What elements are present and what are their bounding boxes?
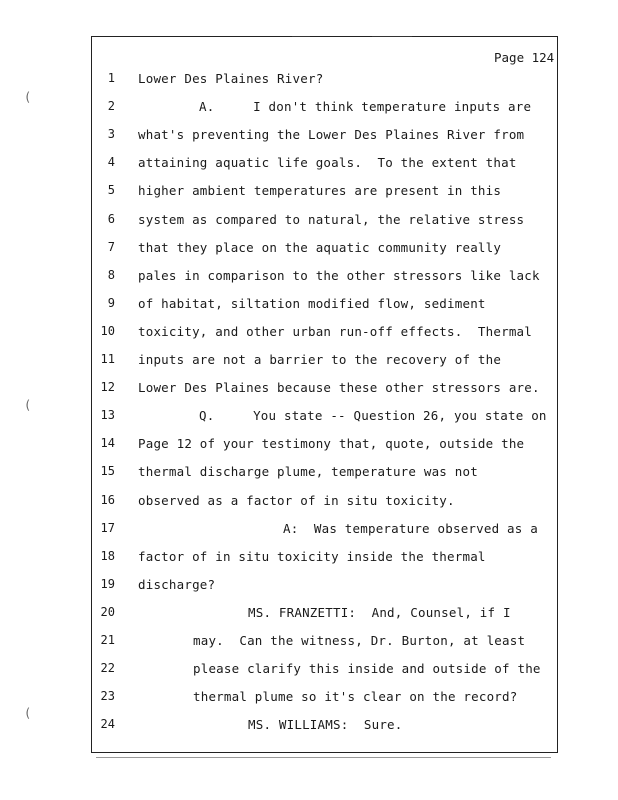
transcript-line: may. Can the witness, Dr. Burton, at least — [193, 633, 526, 648]
scan-mark-bottom — [96, 757, 551, 758]
transcript-line: A. I don't think temperature inputs are — [199, 99, 532, 115]
transcript-line: toxicity, and other urban run-off effects. Thermal — [138, 323, 533, 339]
transcript-line: inputs are not a barrier to the recovery of the — [138, 352, 502, 367]
line-number: 13 — [100, 408, 115, 423]
transcript-line: attaining aquatic life goals. To the extent that — [138, 155, 517, 171]
line-number: 10 — [100, 323, 115, 338]
transcript-line: of habitat, siltation modified flow, sediment — [138, 295, 486, 311]
transcript-line: factor of in situ toxicity inside the thermal — [138, 548, 486, 564]
transcript-line: Q. You state -- Question 26, you state on — [199, 408, 547, 424]
line-number: 1 — [107, 71, 115, 85]
transcript-line: MS. FRANZETTI: And, Counsel, if I — [248, 604, 511, 620]
transcript-line: Page 12 of your testimony that, quote, outside the — [138, 436, 525, 452]
line-number: 18 — [100, 548, 115, 563]
line-number: 19 — [100, 576, 115, 591]
transcript-line: pales in comparison to the other stressors like lack — [138, 267, 540, 283]
transcript-line: thermal discharge plume, temperature was not — [138, 464, 478, 480]
line-number: 12 — [100, 380, 115, 395]
page-number: Page 124 — [494, 50, 555, 65]
line-number: 8 — [107, 267, 115, 282]
transcript-line: discharge? — [138, 576, 216, 592]
transcript-line: please clarify this inside and outside of the — [193, 661, 541, 677]
transcript-line: Lower Des Plaines River? — [138, 71, 324, 86]
line-number: 21 — [100, 633, 115, 647]
line-number: 17 — [100, 520, 115, 535]
line-number: 16 — [100, 492, 115, 507]
transcript-line: higher ambient temperatures are present in this — [138, 183, 502, 199]
line-number: 3 — [107, 127, 115, 142]
hole-punch-mark: ( — [24, 90, 32, 104]
scan-mark-top — [372, 36, 412, 37]
scan-mark-top — [292, 36, 310, 37]
line-number: 22 — [100, 661, 115, 676]
line-number: 11 — [100, 352, 115, 366]
transcript-line: Lower Des Plaines because these other stressors are. — [138, 380, 540, 396]
transcript-line: that they place on the aquatic community really — [138, 239, 502, 255]
line-number: 4 — [107, 155, 115, 170]
line-number: 14 — [100, 436, 115, 451]
transcript-line: MS. WILLIAMS: Sure. — [248, 717, 403, 733]
line-number: 2 — [107, 99, 115, 114]
line-number: 24 — [100, 717, 115, 732]
line-number: 20 — [100, 604, 115, 619]
line-number: 5 — [107, 183, 115, 198]
line-number: 23 — [100, 689, 115, 704]
line-number: 6 — [107, 211, 115, 226]
transcript-line: what's preventing the Lower Des Plaines River from — [138, 127, 525, 143]
hole-punch-mark: ( — [24, 706, 32, 720]
transcript-line: A: Was temperature observed as a — [283, 520, 538, 536]
transcript-line: observed as a factor of in situ toxicity. — [138, 492, 455, 508]
hole-punch-mark: ( — [24, 398, 32, 412]
line-number: 15 — [100, 464, 115, 479]
line-number: 7 — [107, 239, 115, 254]
transcript-line: thermal plume so it's clear on the record? — [193, 689, 518, 705]
line-number: 9 — [107, 295, 115, 310]
transcript-line: system as compared to natural, the relative stress — [138, 211, 525, 227]
